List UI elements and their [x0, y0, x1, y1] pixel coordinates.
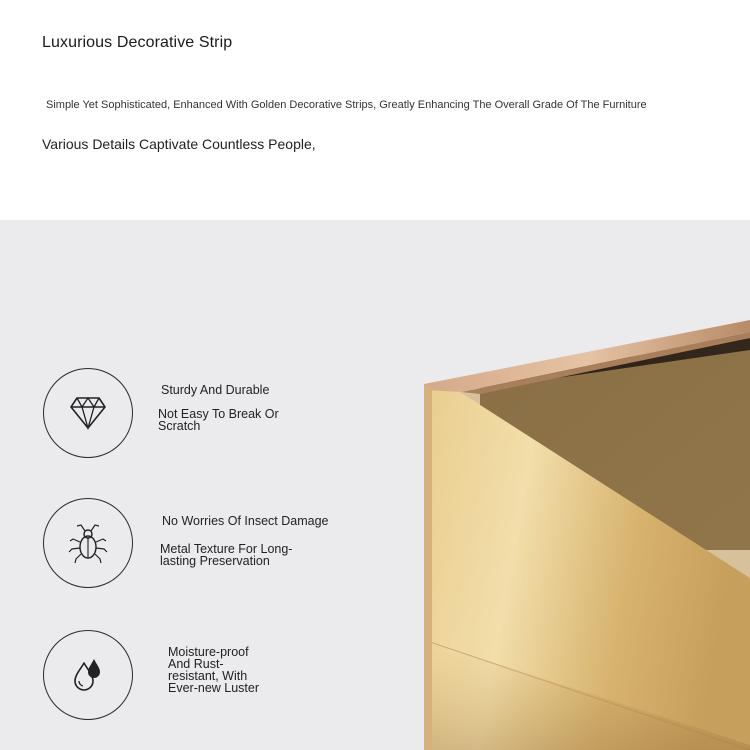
feature-diamond-circle: [43, 368, 133, 458]
feature-description: Not Easy To Break Or Scratch: [158, 407, 279, 433]
feature-section: [0, 220, 750, 750]
header-section: [0, 0, 750, 220]
feature-description: Metal Texture For Long-lasting Preservation: [160, 542, 293, 568]
feature-drop-circle: [43, 630, 133, 720]
feature-title: No Worries Of Insect Damage: [162, 514, 329, 528]
page-title: Luxurious Decorative Strip: [42, 34, 233, 51]
details-text: Various Details Captivate Countless People,: [42, 136, 316, 152]
subtitle-text: Simple Yet Sophisticated, Enhanced With Golden Decorative Strips, Greatly Enhancing The Overall Grade Of The Furniture: [46, 99, 647, 111]
feature-title: Moisture-proof And Rust-resistant, With Ever-new Luster: [168, 645, 260, 695]
feature-bug-circle: [43, 498, 133, 588]
bug-icon: [67, 522, 109, 564]
diamond-icon: [69, 395, 107, 431]
water-drop-icon: [71, 657, 105, 693]
feature-title: Sturdy And Durable: [161, 383, 270, 397]
